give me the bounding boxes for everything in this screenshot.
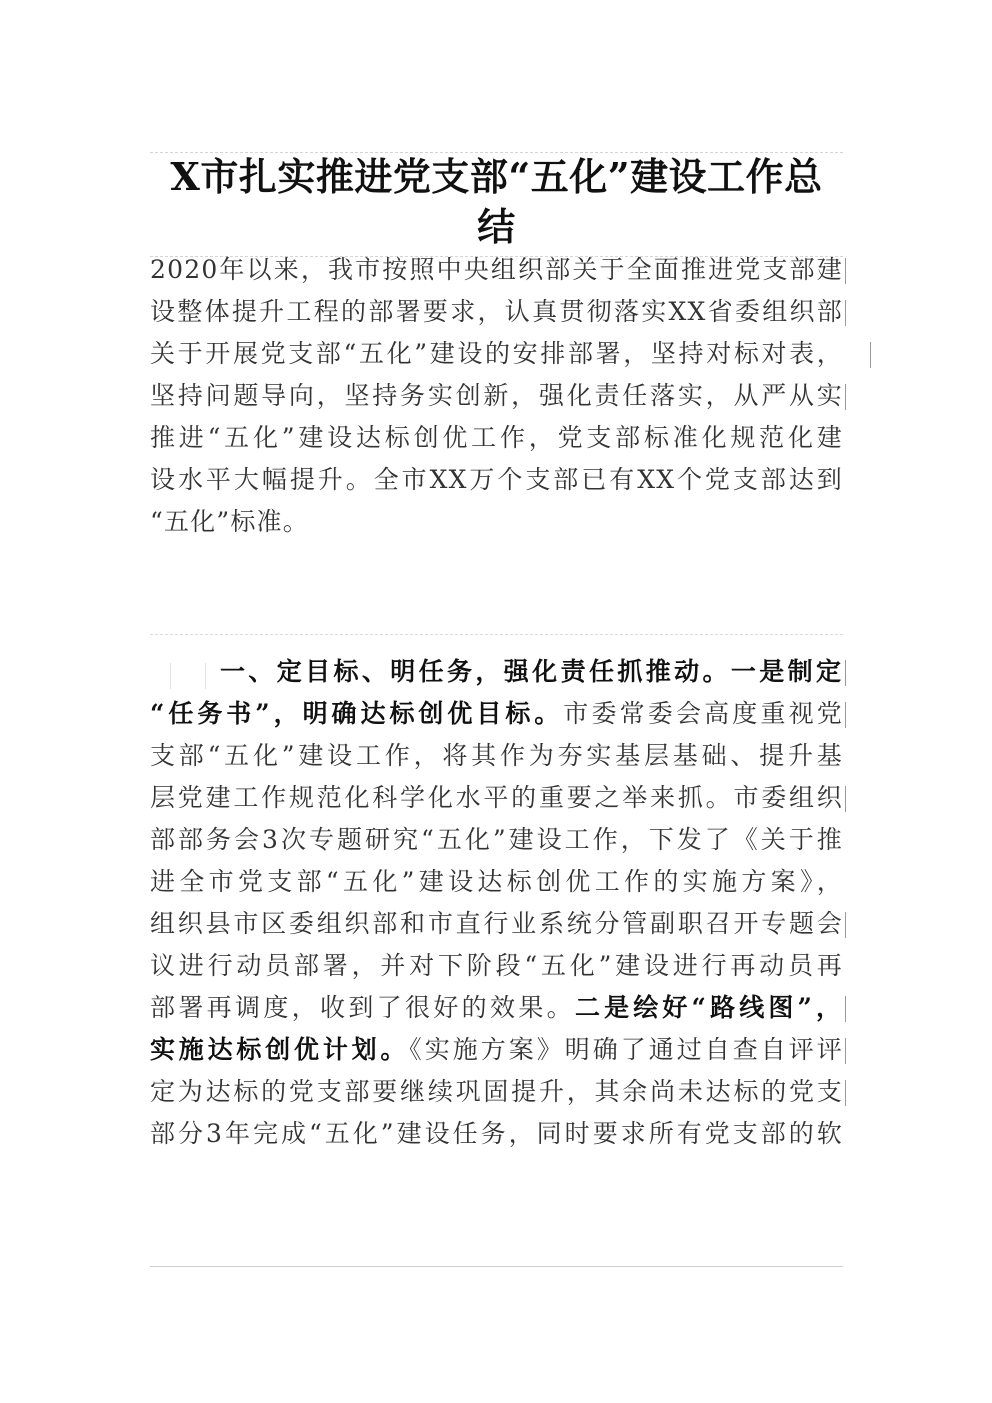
section-1-line: 部署再调度，收到了很好的效果。二是绘好“路线图”，: [150, 987, 843, 1029]
line-end-marker: [845, 912, 846, 938]
section-1-heading-line: 一、定目标、明任务，强化责任抓推动。一是制定: [150, 651, 843, 693]
intro-line: 坚持问题导向，坚持务实创新，强化责任落实，从严从实: [150, 375, 843, 417]
intro-paragraph: [150, 249, 843, 543]
subheading-plan: 实施达标创优计划。: [150, 1035, 410, 1064]
intro-line: 2020年以来，我市按照中央组织部关于全面推进党支部建: [150, 249, 843, 291]
intro-line: 设水平大幅提升。全市XX万个支部已有XX个党支部达到: [150, 465, 843, 494]
line-end-marker: [845, 384, 846, 410]
subheading-task-book: “任务书”，明确达标创优目标。: [150, 699, 564, 728]
title-line-2: 结: [477, 204, 516, 249]
intro-line: “五化”标准。: [150, 507, 309, 536]
section-1-line: 部部务会3次专题研究“五化”建设工作，下发了《关于推: [150, 825, 843, 854]
page-bottom-rule: [150, 1266, 843, 1267]
section-1-line: 组织县市区委组织部和市直行业系统分管副职召开专题会: [150, 903, 843, 945]
section-1-paragraph: [150, 651, 843, 1155]
line-end-marker: [870, 342, 871, 368]
section-1-line: 支部“五化”建设工作，将其作为夯实基层基础、提升基: [150, 741, 843, 770]
section-1-line: 实施达标创优计划。《实施方案》明确了通过自查自评评: [150, 1029, 843, 1071]
line-end-marker: [845, 300, 846, 326]
intro-line: 推进“五化”建设达标创优工作，党支部标准化规范化建: [150, 423, 843, 452]
line-end-marker: [845, 660, 846, 686]
section-1-line: 部分3年完成“五化”建设任务，同时要求所有党支部的软: [150, 1119, 843, 1148]
line-end-marker: [845, 1080, 846, 1106]
subheading-roadmap: 二是绘好“路线图”，: [575, 993, 843, 1022]
document-title: [150, 152, 843, 252]
line-end-marker: [845, 786, 846, 812]
intro-line: 关于开展党支部“五化”建设的安排部署，坚持对标对表，: [150, 333, 843, 375]
line-end-marker: [845, 1038, 846, 1064]
section-1-line: 进全市党支部“五化”建设达标创优工作的实施方案》，: [150, 867, 843, 896]
line-end-marker: [845, 258, 846, 284]
line-end-marker: [845, 702, 846, 728]
section-1-line: 议进行动员部署，并对下阶段“五化”建设进行再动员再: [150, 951, 843, 980]
line-end-marker: [845, 996, 846, 1022]
paragraph-separator: [150, 634, 843, 635]
section-1-line: 层党建工作规范化科学化水平的重要之举来抓。市委组织: [150, 777, 843, 819]
section-1-line: “任务书”，明确达标创优目标。市委常委会高度重视党: [150, 693, 843, 735]
title-line-1: X市扎实推进党支部“五化”建设工作总: [170, 154, 823, 199]
section-1-line: 定为达标的党支部要继续巩固提升，其余尚未达标的党支: [150, 1071, 843, 1113]
intro-line: 设整体提升工程的部署要求，认真贯彻落实XX省委组织部: [150, 291, 843, 333]
